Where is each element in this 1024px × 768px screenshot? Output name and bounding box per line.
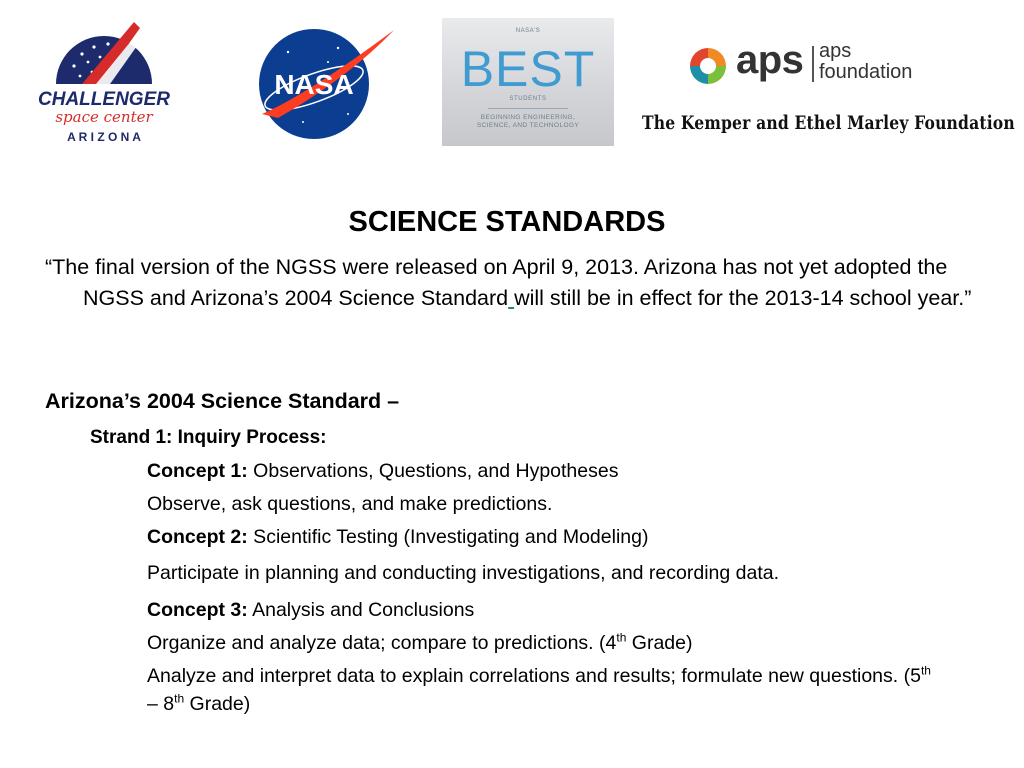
page-title: SCIENCE STANDARDS — [348, 206, 666, 238]
challenger-name: CHALLENGER — [38, 89, 170, 110]
concept-3-label: Concept 3: — [147, 599, 248, 621]
quote-text-start: “The final version of the NGSS were released on April 9, 2013. Arizona has not yet adopted the NGSS and Arizona’s 2004 Science Standard — [45, 255, 948, 310]
concept-3-desc2-mid: – 8 — [147, 693, 175, 715]
ordinal-suffix: th — [616, 630, 627, 645]
challenger-state: A R I Z O N A — [67, 130, 141, 144]
concept-3-desc1-end: Grade) — [626, 632, 693, 654]
concept-2 — [147, 523, 648, 551]
concept-1-title: Observations, Questions, and Hypotheses — [247, 460, 619, 482]
aps-wordmark: aps — [736, 38, 804, 82]
aps-foundation-wordmark — [819, 41, 912, 83]
concept-2-label: Concept 2: — [147, 526, 248, 548]
aps-swirl-icon — [686, 44, 730, 88]
aps-foundation-line2: foundation — [819, 61, 913, 83]
best-top-text: NASA'S — [515, 28, 541, 34]
concept-1 — [147, 457, 618, 485]
concept-3-desc2-end: Grade) — [184, 693, 251, 715]
concept-3-desc1-text: Organize and analyze data; compare to predictions. (4 — [147, 632, 617, 654]
best-tagline: BEGINNING ENGINEERING, SCIENCE, AND TECHNOLOGY — [476, 114, 580, 129]
ordinal-suffix: th — [920, 663, 931, 678]
nasa-wordmark: NASA — [274, 69, 354, 100]
ngss-quote — [45, 252, 1013, 314]
kemper-marley-foundation-logo: The Kemper and Ethel Marley Foundation — [642, 112, 1015, 134]
concept-2-description: Participate in planning and conducting investigations, and recording data. — [147, 562, 780, 584]
challenger-space-center-logo — [22, 14, 187, 149]
section-heading: Arizona’s 2004 Science Standard – — [45, 389, 400, 413]
nasa-best-students-logo — [442, 18, 614, 146]
challenger-subtitle: space center — [55, 108, 153, 126]
concept-1-description: Observe, ask questions, and make predictions. — [147, 493, 553, 515]
nasa-meatball-logo — [248, 22, 398, 142]
aps-foundation-line1: aps — [819, 40, 852, 62]
best-students-text: STUDENTS — [509, 96, 547, 102]
ordinal-suffix: th — [174, 691, 185, 706]
concept-1-label: Concept 1: — [147, 460, 248, 482]
quote-text-end: will still be in effect for the 2013-14 school year.” — [514, 286, 972, 310]
concept-2-title: Scientific Testing (Investigating and Modeling) — [247, 526, 649, 548]
concept-3-title: Analysis and Conclusions — [247, 599, 475, 621]
best-wordmark: BEST — [460, 41, 596, 97]
concept-3 — [147, 596, 474, 624]
aps-divider — [812, 46, 814, 82]
concept-3-desc2-text: Analyze and interpret data to explain correlations and results; formulate new questions. (5 — [147, 665, 921, 687]
concept-3-description-4th — [147, 629, 692, 657]
concept-3-description-5th-8th — [147, 662, 947, 718]
best-divider — [488, 108, 568, 109]
strand-heading: Strand 1: Inquiry Process: — [90, 427, 327, 448]
